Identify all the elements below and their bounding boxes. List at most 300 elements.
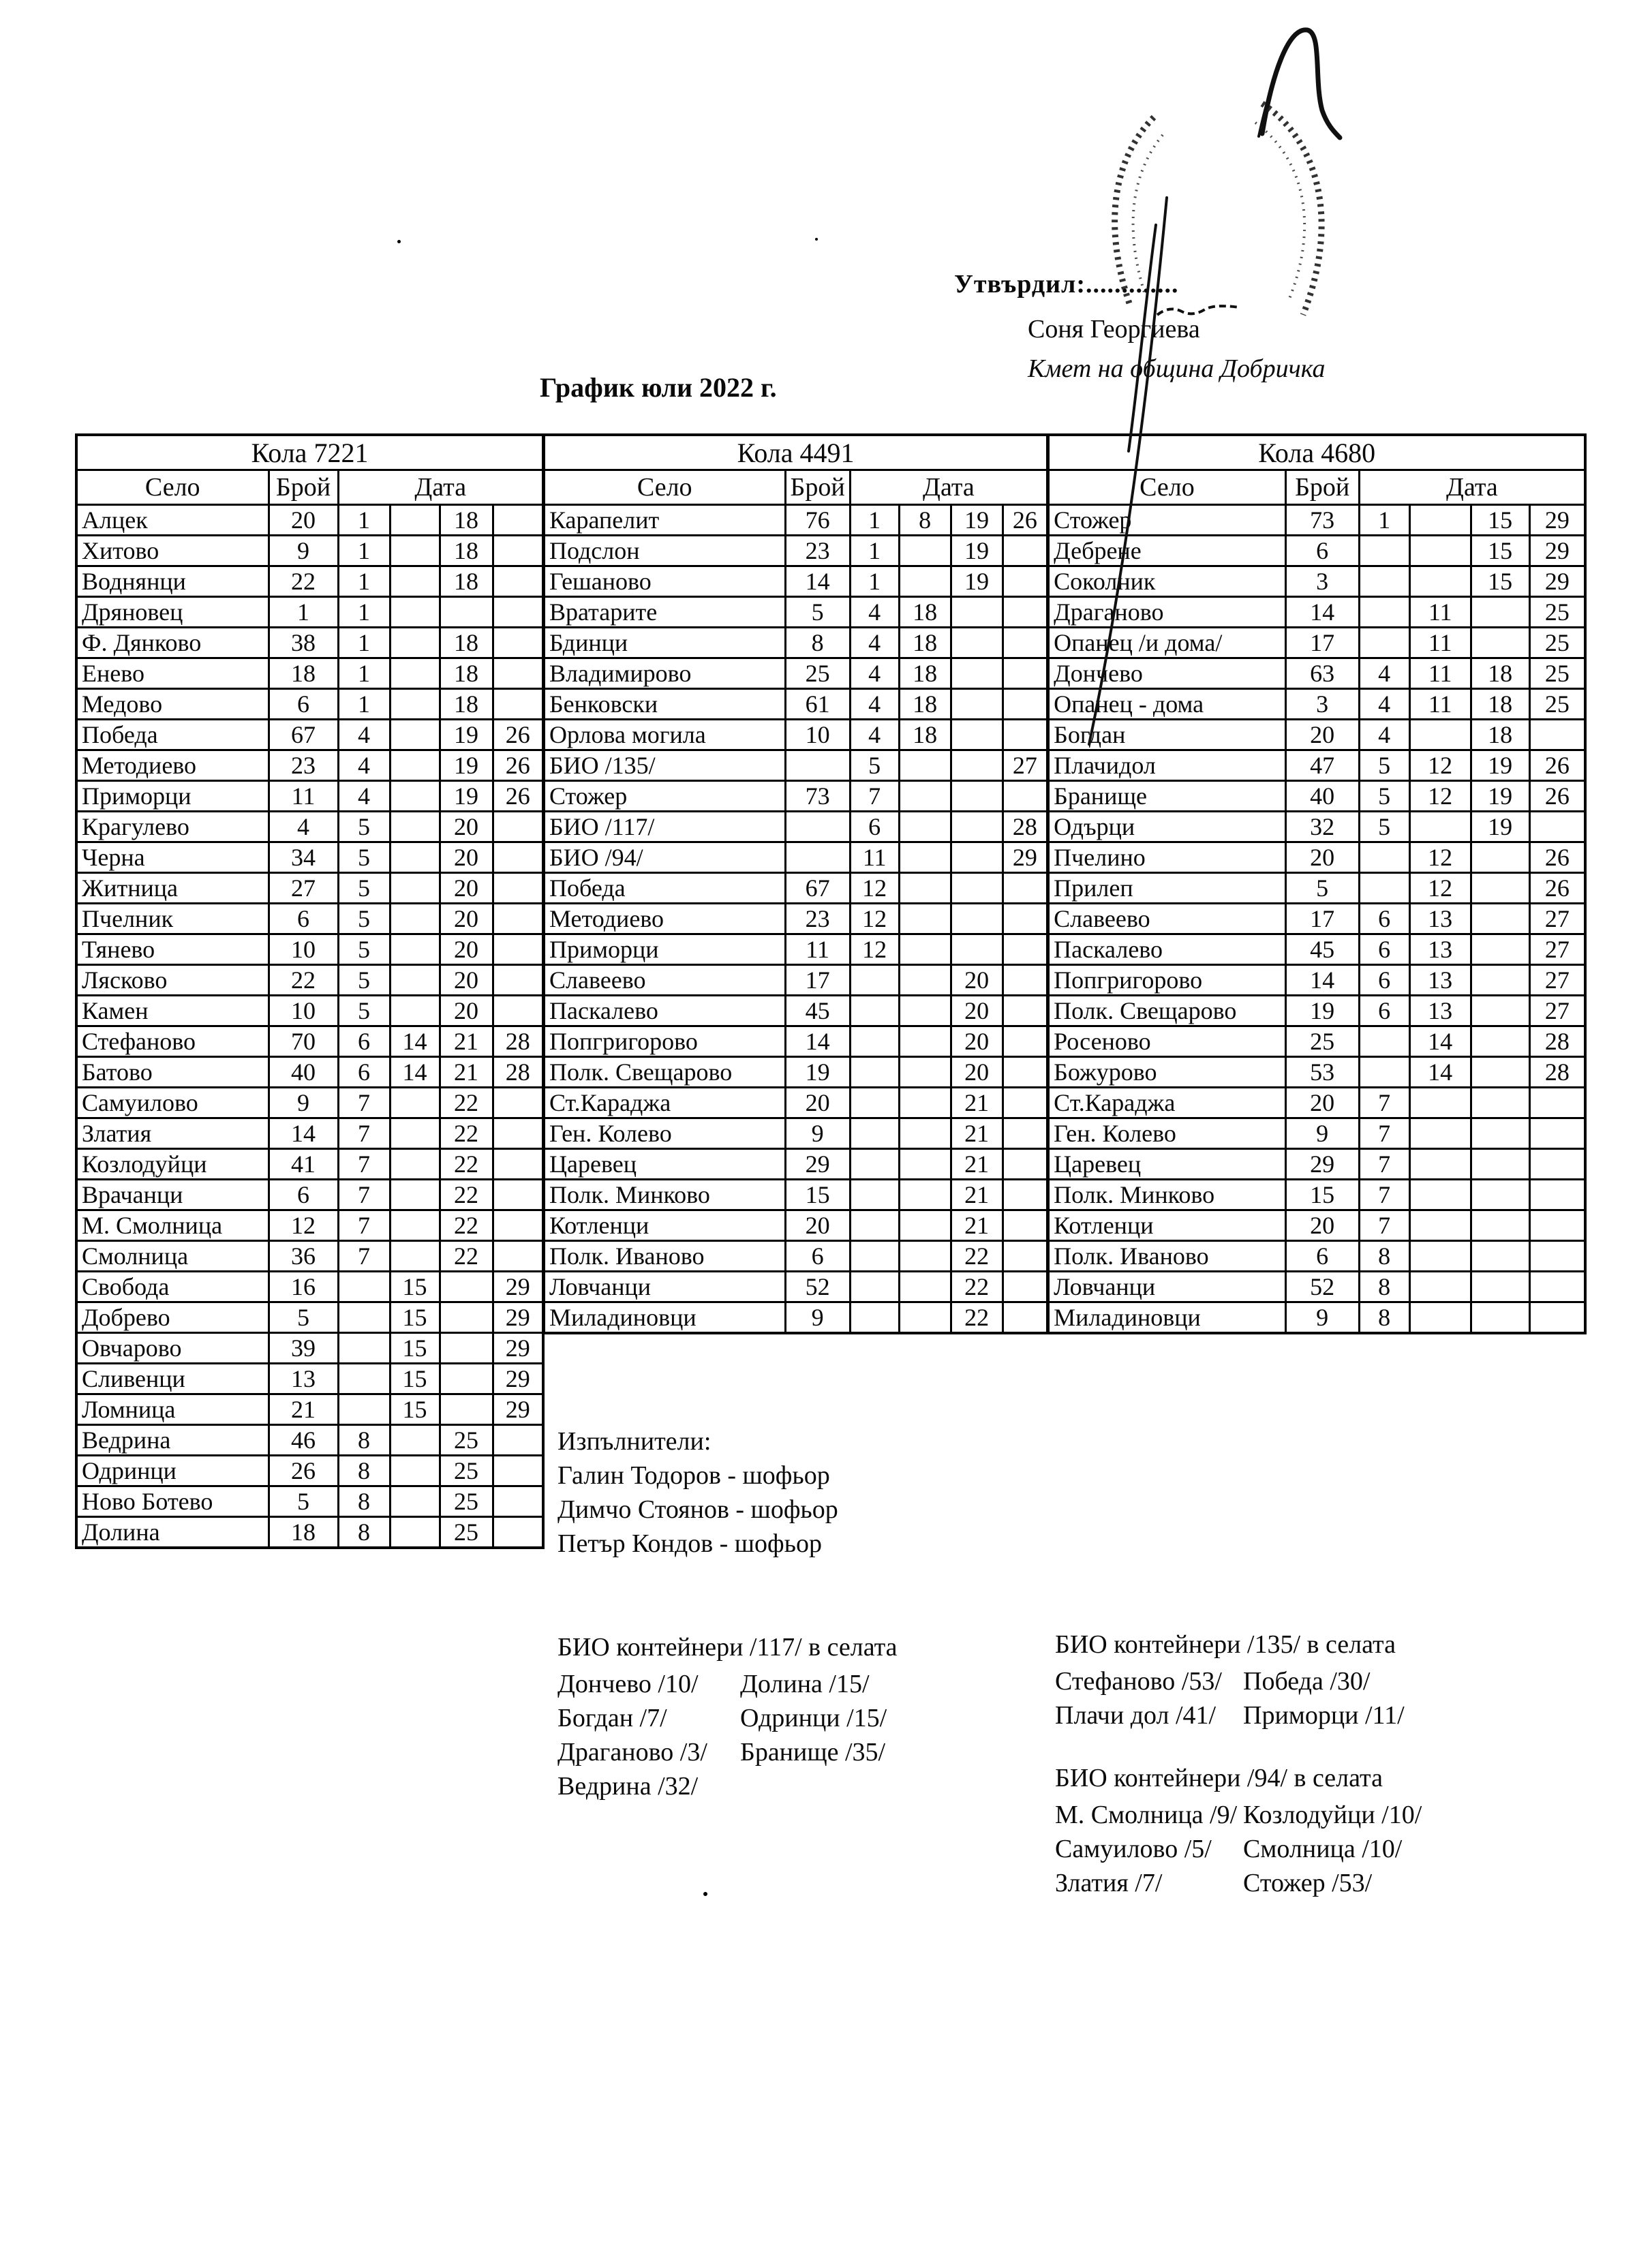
date-cell <box>899 1057 951 1088</box>
count-cell: 5 <box>269 1486 338 1517</box>
date-cell: 22 <box>440 1180 493 1210</box>
date-cell: 18 <box>440 689 493 720</box>
date-cell: 21 <box>951 1088 1003 1118</box>
table-row <box>544 597 1047 628</box>
count-cell: 22 <box>269 965 338 996</box>
date-cell <box>1003 1118 1047 1149</box>
date-cell: 4 <box>850 689 899 720</box>
table-row <box>1048 1180 1585 1210</box>
count-cell: 14 <box>1285 965 1359 996</box>
count-cell: 5 <box>269 1302 338 1333</box>
date-cell: 19 <box>1471 750 1529 781</box>
count-cell: 16 <box>269 1272 338 1302</box>
village-cell: Плачидол <box>1048 750 1285 781</box>
table-row <box>1048 812 1585 842</box>
date-cell <box>1409 1118 1471 1149</box>
table-row <box>76 1210 543 1241</box>
date-cell: 29 <box>1003 842 1047 873</box>
village-cell: Миладиновци <box>1048 1302 1285 1334</box>
date-cell <box>1003 536 1047 566</box>
date-cell <box>493 536 543 566</box>
date-cell <box>899 1026 951 1057</box>
date-cell <box>1529 1210 1585 1241</box>
date-cell: 14 <box>1409 1026 1471 1057</box>
date-cell: 7 <box>338 1180 390 1210</box>
date-cell <box>390 1149 440 1180</box>
village-cell: Тянево <box>76 934 269 965</box>
date-cell <box>1409 1302 1471 1334</box>
date-cell <box>1409 1210 1471 1241</box>
table-row <box>1048 1272 1585 1302</box>
count-cell: 29 <box>1285 1149 1359 1180</box>
date-cell: 7 <box>1359 1210 1409 1241</box>
date-cell: 8 <box>338 1425 390 1456</box>
village-cell: Бдинци <box>544 628 785 658</box>
date-cell: 1 <box>338 658 390 689</box>
count-cell: 26 <box>269 1456 338 1486</box>
col-header-count: Брой <box>785 470 850 505</box>
date-cell <box>1359 628 1409 658</box>
table-row <box>76 435 543 470</box>
table-row <box>1048 1302 1585 1334</box>
table-row <box>1048 628 1585 658</box>
village-cell: Бранище <box>1048 781 1285 812</box>
count-cell: 18 <box>269 658 338 689</box>
date-cell: 22 <box>951 1272 1003 1302</box>
village-cell: Камен <box>76 996 269 1026</box>
date-cell <box>951 689 1003 720</box>
date-cell <box>1409 1088 1471 1118</box>
date-cell: 20 <box>951 1026 1003 1057</box>
date-cell: 18 <box>1471 720 1529 750</box>
date-cell: 1 <box>850 566 899 597</box>
date-cell: 1 <box>338 566 390 597</box>
table-row <box>544 781 1047 812</box>
village-cell: Ловчанци <box>1048 1272 1285 1302</box>
table-row <box>76 597 543 628</box>
village-cell: Божурово <box>1048 1057 1285 1088</box>
table-row <box>76 1517 543 1548</box>
date-cell <box>493 996 543 1026</box>
date-cell: 27 <box>1003 750 1047 781</box>
date-cell <box>390 1088 440 1118</box>
count-cell: 34 <box>269 842 338 873</box>
date-cell <box>1003 1180 1047 1210</box>
village-cell: Гешаново <box>544 566 785 597</box>
count-cell: 47 <box>1285 750 1359 781</box>
date-cell <box>1003 628 1047 658</box>
date-cell: 11 <box>1409 628 1471 658</box>
date-cell: 25 <box>1529 689 1585 720</box>
bio-item: Победа /30/ <box>1243 1667 1371 1696</box>
village-cell: М. Смолница <box>76 1210 269 1241</box>
date-cell: 5 <box>850 750 899 781</box>
bio-column-2 <box>1243 1798 1422 1900</box>
date-cell <box>493 628 543 658</box>
car-table-4491 <box>542 433 1049 1334</box>
table-row <box>1048 658 1585 689</box>
count-cell: 5 <box>1285 873 1359 904</box>
village-cell: Славеево <box>544 965 785 996</box>
date-cell <box>899 842 951 873</box>
village-cell: Соколник <box>1048 566 1285 597</box>
date-cell <box>493 1149 543 1180</box>
date-cell <box>1003 934 1047 965</box>
col-header-count: Брой <box>269 470 338 505</box>
date-cell <box>390 628 440 658</box>
date-cell: 19 <box>951 536 1003 566</box>
date-cell <box>1359 597 1409 628</box>
date-cell: 18 <box>899 597 951 628</box>
date-cell: 27 <box>1529 996 1585 1026</box>
date-cell <box>951 873 1003 904</box>
village-cell: Царевец <box>544 1149 785 1180</box>
date-cell: 1 <box>850 505 899 536</box>
village-cell: Дончево <box>1048 658 1285 689</box>
count-cell: 11 <box>269 781 338 812</box>
table-row <box>76 1333 543 1364</box>
count-cell: 76 <box>785 505 850 536</box>
date-cell: 13 <box>1409 996 1471 1026</box>
date-cell: 26 <box>1529 781 1585 812</box>
date-cell <box>899 1272 951 1302</box>
date-cell: 18 <box>440 536 493 566</box>
table-row <box>76 781 543 812</box>
village-cell: Стожер <box>544 781 785 812</box>
date-cell <box>899 1241 951 1272</box>
count-cell: 25 <box>1285 1026 1359 1057</box>
date-cell <box>850 1180 899 1210</box>
date-cell <box>850 1302 899 1334</box>
bio-heading: БИО контейнери /117/ в селата <box>557 1633 898 1662</box>
date-cell: 7 <box>338 1241 390 1272</box>
date-cell <box>338 1364 390 1394</box>
date-cell <box>493 812 543 842</box>
table-row <box>1048 1210 1585 1241</box>
date-cell: 29 <box>1529 505 1585 536</box>
date-cell <box>951 781 1003 812</box>
table-row <box>76 1241 543 1272</box>
date-cell <box>1003 996 1047 1026</box>
date-cell <box>1529 1149 1585 1180</box>
village-cell: Смолница <box>76 1241 269 1272</box>
bio-item: Плачи дол /41/ <box>1055 1701 1217 1730</box>
date-cell: 28 <box>1529 1026 1585 1057</box>
date-cell <box>899 934 951 965</box>
bio-item: Одринци /15/ <box>740 1704 887 1732</box>
village-cell: Полк. Минково <box>1048 1180 1285 1210</box>
table-row <box>544 1241 1047 1272</box>
table-row <box>544 1149 1047 1180</box>
date-cell <box>390 1456 440 1486</box>
count-cell: 12 <box>269 1210 338 1241</box>
count-cell: 23 <box>269 750 338 781</box>
village-cell: Котленци <box>544 1210 785 1241</box>
count-cell: 15 <box>1285 1180 1359 1210</box>
date-cell: 5 <box>338 996 390 1026</box>
date-cell <box>1471 996 1529 1026</box>
count-cell: 53 <box>1285 1057 1359 1088</box>
count-cell: 6 <box>269 689 338 720</box>
date-cell <box>390 904 440 934</box>
date-cell <box>1471 1057 1529 1088</box>
count-cell: 9 <box>785 1118 850 1149</box>
date-cell <box>951 812 1003 842</box>
date-cell: 25 <box>440 1486 493 1517</box>
date-cell: 20 <box>951 1057 1003 1088</box>
date-cell: 19 <box>440 720 493 750</box>
date-cell <box>951 597 1003 628</box>
table-row <box>544 996 1047 1026</box>
date-cell: 5 <box>338 873 390 904</box>
village-cell: Дебрене <box>1048 536 1285 566</box>
count-cell: 14 <box>785 1026 850 1057</box>
date-cell: 26 <box>493 720 543 750</box>
table-row <box>76 1026 543 1057</box>
village-cell: Прилеп <box>1048 873 1285 904</box>
date-cell: 21 <box>440 1057 493 1088</box>
schedule-tables <box>75 433 1587 1549</box>
date-cell <box>390 1517 440 1548</box>
bio-item: Ведрина /32/ <box>557 1772 699 1801</box>
date-cell <box>390 873 440 904</box>
count-cell: 17 <box>785 965 850 996</box>
date-cell <box>390 597 440 628</box>
date-cell: 14 <box>390 1057 440 1088</box>
table-row <box>1048 996 1585 1026</box>
table-row <box>76 720 543 750</box>
date-cell: 18 <box>440 566 493 597</box>
approval-block <box>954 269 1326 384</box>
count-cell: 6 <box>785 1241 850 1272</box>
count-cell: 11 <box>785 934 850 965</box>
date-cell: 28 <box>1529 1057 1585 1088</box>
date-cell <box>1003 1088 1047 1118</box>
date-cell: 4 <box>850 597 899 628</box>
village-cell: Полк. Минково <box>544 1180 785 1210</box>
date-cell <box>440 1272 493 1302</box>
date-cell <box>493 566 543 597</box>
village-cell: Карапелит <box>544 505 785 536</box>
village-cell: Котленци <box>1048 1210 1285 1241</box>
table-row <box>544 689 1047 720</box>
village-cell: Попгригорово <box>1048 965 1285 996</box>
car-title: Кола 7221 <box>76 435 543 470</box>
approver-name: Соня Георгиева <box>1028 315 1200 343</box>
date-cell: 21 <box>440 1026 493 1057</box>
page-title: График юли 2022 г. <box>540 372 777 403</box>
table-row <box>544 1210 1047 1241</box>
date-cell: 18 <box>440 628 493 658</box>
date-cell <box>390 996 440 1026</box>
date-cell <box>1409 1241 1471 1272</box>
table-row <box>76 1149 543 1180</box>
date-cell: 20 <box>440 996 493 1026</box>
date-cell <box>390 720 440 750</box>
date-cell <box>899 812 951 842</box>
date-cell: 26 <box>1529 873 1585 904</box>
date-cell <box>899 750 951 781</box>
date-cell <box>493 1425 543 1456</box>
scan-speck <box>815 238 818 241</box>
date-cell: 4 <box>850 628 899 658</box>
date-cell <box>899 1180 951 1210</box>
table-row <box>1048 689 1585 720</box>
car-title: Кола 4491 <box>544 435 1047 470</box>
date-cell: 12 <box>1409 873 1471 904</box>
date-cell <box>493 1241 543 1272</box>
date-cell <box>850 1210 899 1241</box>
scan-speck <box>703 1892 707 1896</box>
date-cell <box>899 1302 951 1334</box>
table-row <box>76 1180 543 1210</box>
date-cell: 29 <box>1529 536 1585 566</box>
table-row <box>1048 1118 1585 1149</box>
date-cell: 4 <box>338 720 390 750</box>
date-cell: 28 <box>493 1026 543 1057</box>
date-cell <box>1003 1302 1047 1334</box>
table-row <box>76 566 543 597</box>
table-row <box>1048 750 1585 781</box>
table-row <box>544 934 1047 965</box>
village-cell: Долина <box>76 1517 269 1548</box>
date-cell: 22 <box>440 1088 493 1118</box>
date-cell: 29 <box>493 1333 543 1364</box>
count-cell: 29 <box>785 1149 850 1180</box>
date-cell <box>951 904 1003 934</box>
table-row <box>76 996 543 1026</box>
date-cell <box>1471 873 1529 904</box>
date-cell <box>1529 1180 1585 1210</box>
date-cell <box>493 873 543 904</box>
count-cell: 38 <box>269 628 338 658</box>
date-cell: 25 <box>440 1456 493 1486</box>
table-row <box>544 1088 1047 1118</box>
date-cell <box>1471 1180 1529 1210</box>
bio-item: Златия /7/ <box>1055 1869 1163 1897</box>
bio-heading: БИО контейнери /94/ в селата <box>1055 1764 1383 1792</box>
date-cell: 22 <box>440 1149 493 1180</box>
date-cell <box>1409 1272 1471 1302</box>
village-cell: Лясково <box>76 965 269 996</box>
table-row <box>1048 904 1585 934</box>
count-cell: 61 <box>785 689 850 720</box>
date-cell: 7 <box>338 1088 390 1118</box>
table-row <box>76 1272 543 1302</box>
count-cell: 23 <box>785 536 850 566</box>
date-cell: 7 <box>1359 1180 1409 1210</box>
table-row <box>1048 720 1585 750</box>
date-cell <box>1529 1118 1585 1149</box>
date-cell: 4 <box>1359 658 1409 689</box>
date-cell <box>899 1149 951 1180</box>
date-cell: 29 <box>493 1394 543 1425</box>
count-cell: 40 <box>269 1057 338 1088</box>
date-cell <box>390 842 440 873</box>
village-cell: Ст.Караджа <box>1048 1088 1285 1118</box>
bio-column-2 <box>740 1667 887 1803</box>
table-row <box>76 1088 543 1118</box>
executor-item: Димчо Стоянов - шофьор <box>557 1495 838 1524</box>
table-row <box>544 873 1047 904</box>
count-cell: 3 <box>1285 689 1359 720</box>
date-cell <box>493 1088 543 1118</box>
village-cell: Царевец <box>1048 1149 1285 1180</box>
date-cell: 5 <box>338 934 390 965</box>
date-cell: 8 <box>338 1517 390 1548</box>
bio-item: М. Смолница /9/ <box>1055 1801 1238 1829</box>
date-cell <box>1409 505 1471 536</box>
village-cell: Самуилово <box>76 1088 269 1118</box>
count-cell: 73 <box>1285 505 1359 536</box>
date-cell: 28 <box>1003 812 1047 842</box>
count-cell: 6 <box>1285 1241 1359 1272</box>
village-cell: Ломница <box>76 1394 269 1425</box>
date-cell <box>951 628 1003 658</box>
village-cell: Подслон <box>544 536 785 566</box>
table-row <box>76 470 543 505</box>
count-cell: 52 <box>1285 1272 1359 1302</box>
date-cell <box>1359 1026 1409 1057</box>
date-cell: 21 <box>951 1118 1003 1149</box>
date-cell <box>899 965 951 996</box>
village-cell: Попгригорово <box>544 1026 785 1057</box>
bio-section-117 <box>557 1630 898 1803</box>
bio-item: Стефаново /53/ <box>1055 1667 1222 1696</box>
table-row <box>76 1486 543 1517</box>
count-cell: 45 <box>1285 934 1359 965</box>
col-header-village: Село <box>76 470 269 505</box>
date-cell <box>1003 1149 1047 1180</box>
village-cell: Опанец - дома <box>1048 689 1285 720</box>
date-cell <box>1471 1149 1529 1180</box>
date-cell <box>1359 536 1409 566</box>
date-cell <box>493 1180 543 1210</box>
count-cell: 14 <box>269 1118 338 1149</box>
date-cell: 6 <box>338 1026 390 1057</box>
date-cell <box>390 689 440 720</box>
date-cell: 20 <box>440 904 493 934</box>
date-cell: 13 <box>1409 965 1471 996</box>
car-title: Кола 4680 <box>1048 435 1585 470</box>
date-cell <box>1471 1302 1529 1334</box>
village-cell: Методиево <box>544 904 785 934</box>
date-cell <box>850 965 899 996</box>
date-cell: 29 <box>1529 566 1585 597</box>
table-row <box>1048 435 1585 470</box>
date-cell <box>1003 873 1047 904</box>
table-row <box>544 1118 1047 1149</box>
date-cell: 12 <box>1409 842 1471 873</box>
village-cell: БИО /135/ <box>544 750 785 781</box>
date-cell: 26 <box>493 781 543 812</box>
date-cell: 7 <box>1359 1149 1409 1180</box>
date-cell: 20 <box>440 965 493 996</box>
date-cell: 22 <box>440 1118 493 1149</box>
table-row <box>1048 505 1585 536</box>
village-cell: Ново Ботево <box>76 1486 269 1517</box>
date-cell <box>440 1302 493 1333</box>
count-cell: 20 <box>785 1088 850 1118</box>
date-cell <box>1471 934 1529 965</box>
date-cell: 13 <box>1409 934 1471 965</box>
village-cell: Стожер <box>1048 505 1285 536</box>
date-cell: 27 <box>1529 934 1585 965</box>
count-cell: 1 <box>269 597 338 628</box>
date-cell: 22 <box>440 1210 493 1241</box>
date-cell: 5 <box>338 965 390 996</box>
table-row <box>76 628 543 658</box>
